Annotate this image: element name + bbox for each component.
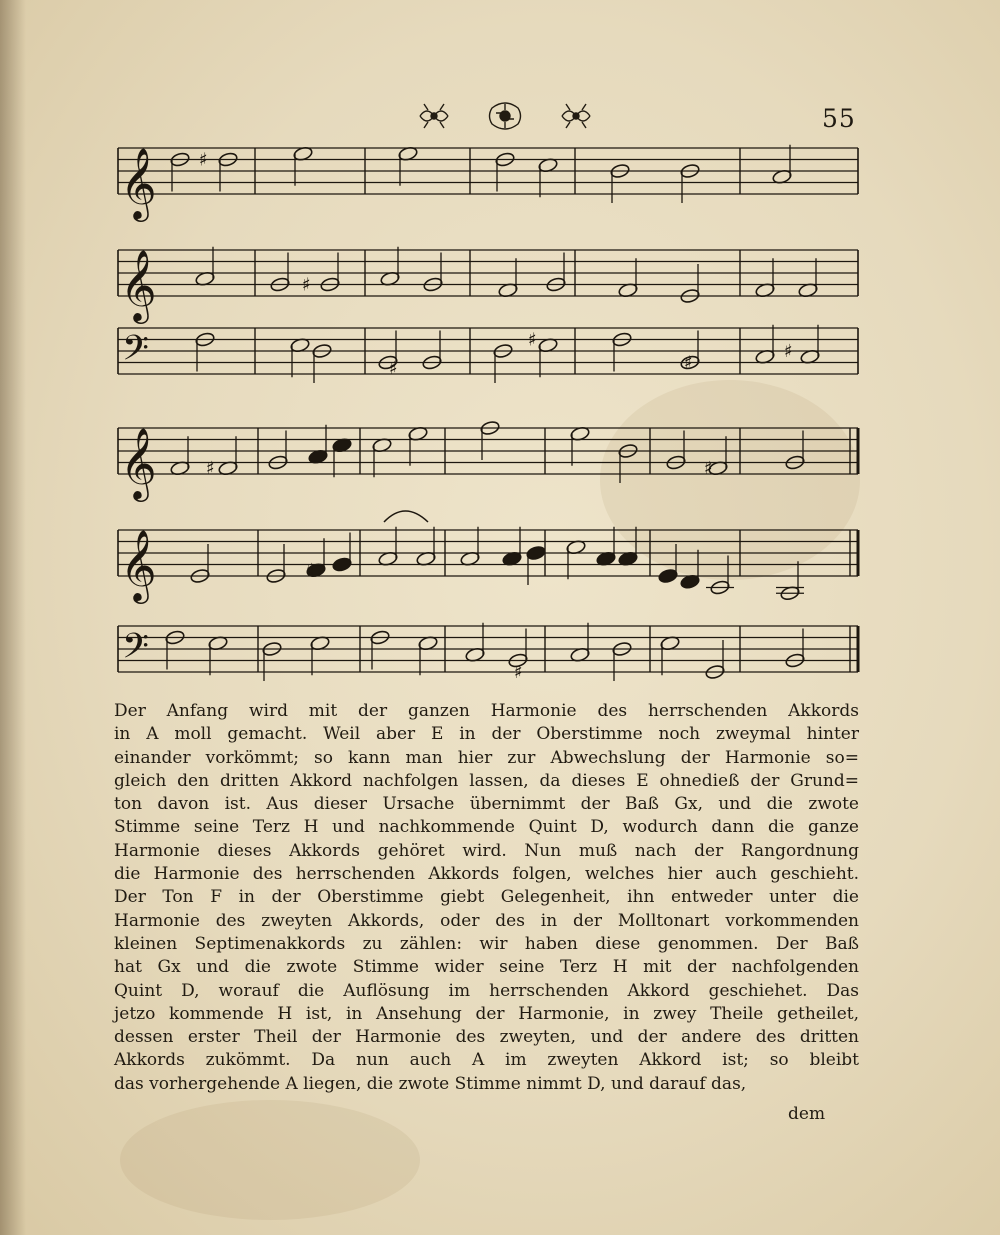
text-line: Harmonie dieses Akkords gehöret wird. Nun muß nach der Rangordnung [114, 840, 859, 861]
text-line: gleich den dritten Akkord nachfolgen lassen, da dieses E ohnedieß der Grund= [114, 770, 859, 791]
quarter-note [332, 556, 353, 572]
sharp-icon: ♯ [389, 358, 398, 379]
text-line: ton davon ist. Aus dieser Ursache übernimmt der Baß Gx, und die zwote [114, 794, 859, 815]
bass-clef-icon: 𝄢 [122, 327, 150, 377]
text-line: die Harmonie des herrschenden Akkords folgen, welches hier auch geschieht. [114, 864, 859, 885]
sharp-icon: ♯ [704, 458, 713, 479]
text-line: Der Anfang wird mit der ganzen Harmonie des herrschenden Akkords [114, 701, 859, 721]
sharp-icon: ♯ [514, 662, 523, 683]
sharp-icon: ♯ [199, 149, 208, 171]
text-line: hat Gx und die zwote Stimme wider seine Terz H mit der nachfolgenden [114, 957, 859, 978]
page-number: 55 [822, 104, 856, 133]
bass-clef-icon: 𝄢 [122, 625, 150, 675]
sharp-icon: ♯ [528, 329, 537, 351]
paper-stain [120, 1100, 420, 1220]
text-line: Stimme seine Terz H und nachkommende Quint D, wodurch dann die ganze [114, 817, 859, 838]
treble-clef-icon: 𝄞 [120, 528, 157, 601]
text-line: kleinen Septimenakkords zu zählen: wir haben diese genommen. Der Baß [114, 933, 859, 954]
sharp-icon: ♯ [206, 458, 215, 479]
text-line: in A moll gemacht. Weil aber E in der Oberstimme noch zweymal hinter [114, 724, 859, 745]
text-line: Akkords zukömmt. Da nun auch A im zweyten Akkord ist; so bleibt [114, 1050, 859, 1071]
quarter-note [526, 545, 547, 561]
quarter-note [658, 568, 679, 584]
sharp-icon: ♯ [306, 560, 315, 581]
tie-arc [384, 511, 428, 522]
text-line: Harmonie des zweyten Akkords, oder des in der Molltonart vorkommenden [114, 910, 859, 931]
treble-clef-icon: 𝄞 [120, 248, 157, 321]
text-line: Der Ton F in der Oberstimme giebt Gelegenheit, ihn entweder unter die [114, 887, 859, 908]
text-line: dessen erster Theil der Harmonie des zweyten, und der andere des dritten [114, 1027, 859, 1048]
text-line: Quint D, worauf die Auflösung im herrschenden Akkord geschiehet. Das [114, 980, 859, 1001]
treble-clef-icon: 𝄞 [120, 146, 157, 219]
text-line: einander vorkömmt; so kann man hier zur Abwechslung der Harmonie so= [114, 747, 859, 768]
text-line: jetzo kommende H ist, in Ansehung der Harmonie, in zwey Theile getheilet, [114, 1003, 859, 1024]
treble-clef-icon: 𝄞 [120, 426, 157, 499]
sharp-icon: ♯ [302, 274, 311, 296]
text-line: das vorhergehende A liegen, die zwote Stimme nimmt D, und darauf das, [114, 1073, 747, 1094]
body-text [114, 700, 859, 1096]
catchword: dem [788, 1104, 826, 1124]
sharp-icon: ♯ [684, 352, 693, 374]
sharp-icon: ♯ [784, 341, 793, 362]
